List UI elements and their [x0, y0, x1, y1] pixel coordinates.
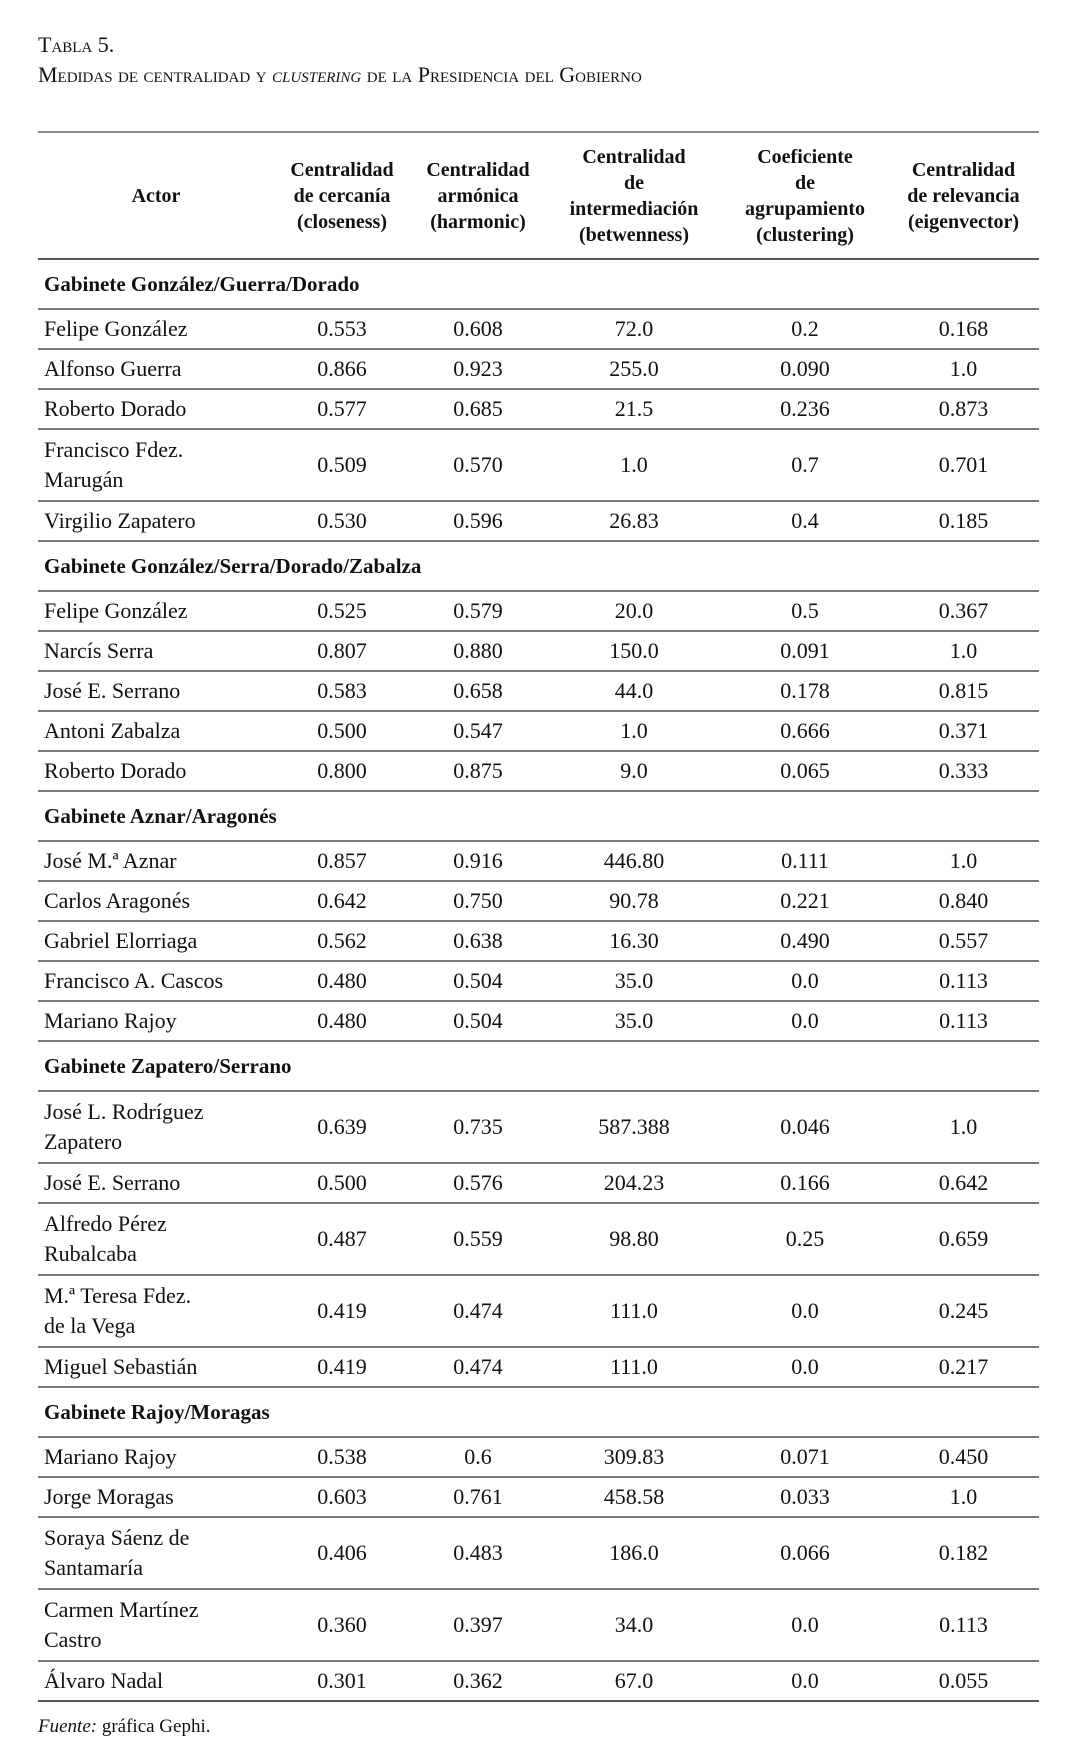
closeness-cell: 0.301 [274, 1661, 410, 1701]
closeness-cell: 0.800 [274, 751, 410, 791]
harmonic-cell: 0.504 [410, 961, 546, 1001]
table-label: Tabla 5. [38, 32, 115, 57]
closeness-cell: 0.603 [274, 1477, 410, 1517]
section-row [38, 1387, 1039, 1437]
actor-name-line: Álvaro Nadal [44, 1668, 164, 1693]
actor-cell [38, 961, 274, 1001]
clustering-cell: 0.5 [722, 591, 888, 631]
betweenness-cell: 67.0 [546, 1661, 722, 1701]
table-row [38, 921, 1039, 961]
actor-cell [38, 1001, 274, 1041]
betweenness-cell: 111.0 [546, 1347, 722, 1387]
header-closeness [274, 132, 410, 259]
table-title-part1: Medidas de centralidad y [38, 62, 273, 87]
harmonic-cell: 0.397 [410, 1589, 546, 1661]
clustering-cell: 0.4 [722, 501, 888, 541]
clustering-cell: 0.221 [722, 881, 888, 921]
betweenness-cell: 186.0 [546, 1517, 722, 1589]
eigenvector-cell: 0.701 [888, 429, 1039, 501]
betweenness-cell: 1.0 [546, 429, 722, 501]
actor-cell [38, 1517, 274, 1589]
eigenvector-cell: 0.245 [888, 1275, 1039, 1347]
actor-cell [38, 921, 274, 961]
harmonic-cell: 0.685 [410, 389, 546, 429]
actor-cell [38, 1661, 274, 1701]
closeness-cell: 0.406 [274, 1517, 410, 1589]
eigenvector-cell: 0.659 [888, 1203, 1039, 1275]
actor-name-line: Virgilio Zapatero [44, 508, 196, 533]
table-flow [0, 131, 1080, 1738]
table-row [38, 631, 1039, 671]
harmonic-cell: 0.474 [410, 1347, 546, 1387]
betweenness-cell: 111.0 [546, 1275, 722, 1347]
closeness-cell: 0.530 [274, 501, 410, 541]
header-actor [38, 132, 274, 259]
eigenvector-cell: 0.873 [888, 389, 1039, 429]
header-eigenvector [888, 132, 1039, 259]
eigenvector-cell: 0.557 [888, 921, 1039, 961]
clustering-cell: 0.236 [722, 389, 888, 429]
table-row [38, 1589, 1039, 1661]
header-line: Centralidad [290, 158, 394, 181]
centrality-table [38, 131, 1039, 1702]
closeness-cell: 0.553 [274, 309, 410, 349]
betweenness-cell: 44.0 [546, 671, 722, 711]
table-row [38, 591, 1039, 631]
section-title: Gabinete González/Serra/Dorado/Zabalza [38, 541, 1039, 591]
table-body [38, 259, 1039, 1701]
harmonic-cell: 0.559 [410, 1203, 546, 1275]
harmonic-cell: 0.596 [410, 501, 546, 541]
header-line: de [624, 171, 644, 194]
header-harmonic [410, 132, 546, 259]
clustering-cell: 0.046 [722, 1091, 888, 1163]
harmonic-cell: 0.916 [410, 841, 546, 881]
actor-cell [38, 1589, 274, 1661]
betweenness-cell: 446.80 [546, 841, 722, 881]
actor-cell [38, 881, 274, 921]
clustering-cell: 0.065 [722, 751, 888, 791]
actor-name-line: Alfonso Guerra [44, 356, 182, 381]
eigenvector-cell: 0.055 [888, 1661, 1039, 1701]
header-line: armónica [437, 184, 519, 207]
eigenvector-cell: 1.0 [888, 1091, 1039, 1163]
actor-cell [38, 671, 274, 711]
header-actor-label: Actor [131, 184, 181, 207]
actor-cell [38, 631, 274, 671]
actor-name-line: Antoni Zabalza [44, 718, 181, 743]
harmonic-cell: 0.735 [410, 1091, 546, 1163]
actor-name-line: M.ª Teresa Fdez. [44, 1283, 192, 1308]
header-clustering [722, 132, 888, 259]
header-line: de cercanía [293, 184, 391, 207]
harmonic-cell: 0.474 [410, 1275, 546, 1347]
closeness-cell: 0.525 [274, 591, 410, 631]
actor-name-line: de la Vega [44, 1313, 136, 1338]
eigenvector-cell: 1.0 [888, 1477, 1039, 1517]
table-title-part2: de la Presidencia del Gobierno [361, 62, 642, 87]
section-title: Gabinete Rajoy/Moragas [38, 1387, 1039, 1437]
closeness-cell: 0.866 [274, 349, 410, 389]
harmonic-cell: 0.547 [410, 711, 546, 751]
actor-name-line: José E. Serrano [44, 678, 181, 703]
harmonic-cell: 0.750 [410, 881, 546, 921]
actor-cell [38, 1275, 274, 1347]
betweenness-cell: 90.78 [546, 881, 722, 921]
actor-name-line: José M.ª Aznar [44, 848, 177, 873]
table-title [38, 60, 1039, 90]
betweenness-cell: 98.80 [546, 1203, 722, 1275]
actor-cell [38, 429, 274, 501]
table-row [38, 349, 1039, 389]
betweenness-cell: 1.0 [546, 711, 722, 751]
actor-name-line: Soraya Sáenz de [44, 1525, 190, 1550]
clustering-cell: 0.166 [722, 1163, 888, 1203]
actor-name-line: Rubalcaba [44, 1241, 137, 1266]
closeness-cell: 0.500 [274, 711, 410, 751]
actor-name-line: Santamaría [44, 1555, 143, 1580]
table-row [38, 1347, 1039, 1387]
actor-name-line: Marugán [44, 467, 124, 492]
closeness-cell: 0.480 [274, 1001, 410, 1041]
betweenness-cell: 587.388 [546, 1091, 722, 1163]
actor-name-line: Mariano Rajoy [44, 1444, 177, 1469]
closeness-cell: 0.360 [274, 1589, 410, 1661]
harmonic-cell: 0.576 [410, 1163, 546, 1203]
eigenvector-cell: 0.367 [888, 591, 1039, 631]
harmonic-cell: 0.638 [410, 921, 546, 961]
betweenness-cell: 458.58 [546, 1477, 722, 1517]
actor-cell [38, 1437, 274, 1477]
table-title-italic: clustering [272, 62, 362, 87]
header-line: Centralidad [582, 145, 686, 168]
table-row [38, 671, 1039, 711]
actor-cell [38, 309, 274, 349]
betweenness-cell: 204.23 [546, 1163, 722, 1203]
actor-name-line: Jorge Moragas [44, 1484, 174, 1509]
table-row [38, 711, 1039, 751]
actor-name-line: Alfredo Pérez [44, 1211, 167, 1236]
betweenness-cell: 21.5 [546, 389, 722, 429]
eigenvector-cell: 1.0 [888, 841, 1039, 881]
section-row [38, 1041, 1039, 1091]
clustering-cell: 0.0 [722, 1001, 888, 1041]
header-line: agrupamiento [745, 197, 865, 220]
betweenness-cell: 16.30 [546, 921, 722, 961]
clustering-cell: 0.7 [722, 429, 888, 501]
table-row [38, 1437, 1039, 1477]
clustering-cell: 0.033 [722, 1477, 888, 1517]
actor-name-line: José E. Serrano [44, 1170, 181, 1195]
section-row [38, 259, 1039, 309]
harmonic-cell: 0.608 [410, 309, 546, 349]
betweenness-cell: 26.83 [546, 501, 722, 541]
actor-name-line: Roberto Dorado [44, 396, 187, 421]
closeness-cell: 0.857 [274, 841, 410, 881]
closeness-cell: 0.419 [274, 1275, 410, 1347]
betweenness-cell: 35.0 [546, 1001, 722, 1041]
harmonic-cell: 0.362 [410, 1661, 546, 1701]
clustering-cell: 0.0 [722, 1275, 888, 1347]
clustering-cell: 0.071 [722, 1437, 888, 1477]
harmonic-cell: 0.570 [410, 429, 546, 501]
table-row [38, 309, 1039, 349]
harmonic-cell: 0.483 [410, 1517, 546, 1589]
harmonic-cell: 0.880 [410, 631, 546, 671]
clustering-cell: 0.2 [722, 309, 888, 349]
actor-name-line: Francisco Fdez. [44, 437, 184, 462]
actor-name-line: Francisco A. Cascos [44, 968, 224, 993]
clustering-cell: 0.178 [722, 671, 888, 711]
clustering-cell: 0.0 [722, 961, 888, 1001]
betweenness-cell: 150.0 [546, 631, 722, 671]
section-row [38, 791, 1039, 841]
header-row [38, 132, 1039, 259]
clustering-cell: 0.0 [722, 1661, 888, 1701]
actor-name-line: Narcís Serra [44, 638, 154, 663]
clustering-cell: 0.0 [722, 1589, 888, 1661]
closeness-cell: 0.480 [274, 961, 410, 1001]
harmonic-cell: 0.923 [410, 349, 546, 389]
table-row [38, 389, 1039, 429]
closeness-cell: 0.583 [274, 671, 410, 711]
table-row [38, 1091, 1039, 1163]
actor-name-line: Zapatero [44, 1129, 123, 1154]
actor-cell [38, 389, 274, 429]
closeness-cell: 0.419 [274, 1347, 410, 1387]
actor-cell [38, 1347, 274, 1387]
table-row [38, 429, 1039, 501]
betweenness-cell: 9.0 [546, 751, 722, 791]
actor-cell [38, 349, 274, 389]
betweenness-cell: 20.0 [546, 591, 722, 631]
source-note [38, 1716, 1080, 1738]
table-row [38, 961, 1039, 1001]
actor-cell [38, 1203, 274, 1275]
eigenvector-cell: 0.113 [888, 1001, 1039, 1041]
table-row [38, 1517, 1039, 1589]
table-row [38, 841, 1039, 881]
eigenvector-cell: 0.815 [888, 671, 1039, 711]
eigenvector-cell: 0.840 [888, 881, 1039, 921]
table-row [38, 1001, 1039, 1041]
closeness-cell: 0.538 [274, 1437, 410, 1477]
section-title: Gabinete Zapatero/Serrano [38, 1041, 1039, 1091]
header-line: (betwenness) [579, 223, 689, 246]
header-line: de relevancia [907, 184, 1020, 207]
actor-cell [38, 1091, 274, 1163]
table-row [38, 881, 1039, 921]
closeness-cell: 0.639 [274, 1091, 410, 1163]
eigenvector-cell: 1.0 [888, 349, 1039, 389]
eigenvector-cell: 0.642 [888, 1163, 1039, 1203]
table-caption [38, 30, 1039, 90]
header-line: Centralidad [426, 158, 530, 181]
harmonic-cell: 0.875 [410, 751, 546, 791]
section-title: Gabinete Aznar/Aragonés [38, 791, 1039, 841]
actor-name-line: Carlos Aragonés [44, 888, 191, 913]
clustering-cell: 0.490 [722, 921, 888, 961]
harmonic-cell: 0.658 [410, 671, 546, 711]
clustering-cell: 0.090 [722, 349, 888, 389]
clustering-cell: 0.666 [722, 711, 888, 751]
harmonic-cell: 0.504 [410, 1001, 546, 1041]
actor-name-line: Gabriel Elorriaga [44, 928, 198, 953]
source-text: gráfica Gephi. [97, 1716, 211, 1737]
header-line: intermediación [569, 197, 699, 220]
eigenvector-cell: 0.217 [888, 1347, 1039, 1387]
closeness-cell: 0.562 [274, 921, 410, 961]
header-line: Centralidad [911, 158, 1016, 181]
clustering-cell: 0.0 [722, 1347, 888, 1387]
betweenness-cell: 255.0 [546, 349, 722, 389]
eigenvector-cell: 0.450 [888, 1437, 1039, 1477]
header-line: Coeficiente [757, 145, 853, 168]
header-line: (harmonic) [430, 210, 526, 233]
closeness-cell: 0.577 [274, 389, 410, 429]
closeness-cell: 0.642 [274, 881, 410, 921]
source-label: Fuente: [38, 1716, 98, 1737]
table-row [38, 1477, 1039, 1517]
actor-cell [38, 501, 274, 541]
actor-cell [38, 1163, 274, 1203]
actor-cell [38, 711, 274, 751]
clustering-cell: 0.111 [722, 841, 888, 881]
eigenvector-cell: 0.371 [888, 711, 1039, 751]
actor-name-line: Felipe González [44, 598, 188, 623]
closeness-cell: 0.509 [274, 429, 410, 501]
header-line: de [795, 171, 815, 194]
betweenness-cell: 72.0 [546, 309, 722, 349]
eigenvector-cell: 0.113 [888, 961, 1039, 1001]
header-line: (closeness) [297, 210, 387, 233]
table-row [38, 1203, 1039, 1275]
table-row [38, 1163, 1039, 1203]
eigenvector-cell: 0.182 [888, 1517, 1039, 1589]
closeness-cell: 0.807 [274, 631, 410, 671]
header-line: (clustering) [756, 223, 854, 246]
eigenvector-cell: 0.333 [888, 751, 1039, 791]
actor-cell [38, 591, 274, 631]
section-row [38, 541, 1039, 591]
actor-name-line: José L. Rodríguez [44, 1099, 204, 1124]
section-title: Gabinete González/Guerra/Dorado [38, 259, 1039, 309]
clustering-cell: 0.066 [722, 1517, 888, 1589]
header-betweenness [546, 132, 722, 259]
harmonic-cell: 0.579 [410, 591, 546, 631]
eigenvector-cell: 0.185 [888, 501, 1039, 541]
table-row [38, 501, 1039, 541]
actor-cell [38, 841, 274, 881]
eigenvector-cell: 0.168 [888, 309, 1039, 349]
actor-name-line: Carmen Martínez [44, 1597, 199, 1622]
actor-cell [38, 751, 274, 791]
harmonic-cell: 0.761 [410, 1477, 546, 1517]
actor-name-line: Castro [44, 1627, 102, 1652]
actor-name-line: Felipe González [44, 316, 188, 341]
table-row [38, 751, 1039, 791]
table-header [38, 132, 1039, 259]
closeness-cell: 0.487 [274, 1203, 410, 1275]
eigenvector-cell: 0.113 [888, 1589, 1039, 1661]
actor-cell [38, 1477, 274, 1517]
actor-name-line: Roberto Dorado [44, 758, 187, 783]
betweenness-cell: 34.0 [546, 1589, 722, 1661]
table-row [38, 1275, 1039, 1347]
clustering-cell: 0.091 [722, 631, 888, 671]
header-line: (eigenvector) [907, 210, 1020, 233]
betweenness-cell: 309.83 [546, 1437, 722, 1477]
harmonic-cell: 0.6 [410, 1437, 546, 1477]
eigenvector-cell: 1.0 [888, 631, 1039, 671]
clustering-cell: 0.25 [722, 1203, 888, 1275]
actor-name-line: Mariano Rajoy [44, 1008, 177, 1033]
actor-name-line: Miguel Sebastián [44, 1354, 198, 1379]
betweenness-cell: 35.0 [546, 961, 722, 1001]
table-row [38, 1661, 1039, 1701]
closeness-cell: 0.500 [274, 1163, 410, 1203]
